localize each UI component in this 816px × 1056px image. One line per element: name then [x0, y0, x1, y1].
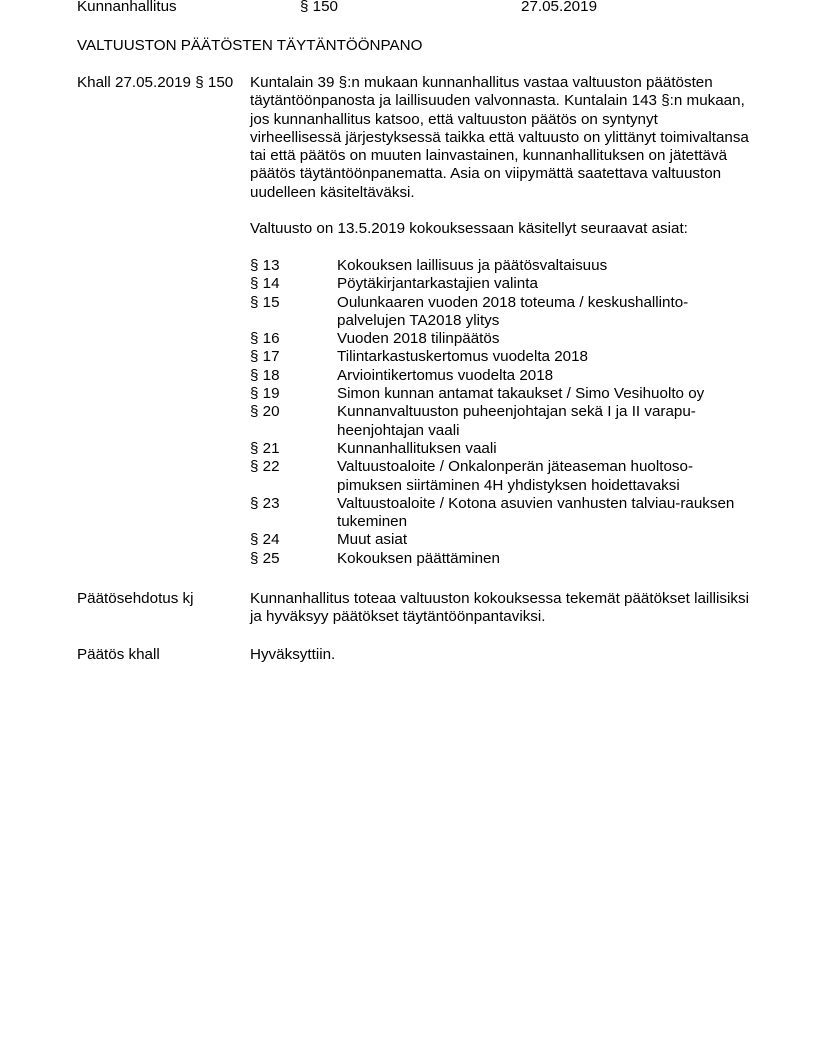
agenda-item-text: Muut asiat	[337, 531, 408, 549]
agenda-item-number: § 22	[250, 458, 280, 476]
document-title: VALTUUSTON PÄÄTÖSTEN TÄYTÄNTÖÖNPANO	[77, 37, 423, 54]
document-header	[0, 0, 816, 17]
agenda-item-text: Valtuustoaloite / Kotona asuvien vanhusten talviau-rauksen tukeminen	[337, 494, 735, 531]
agenda-item-text: Arviointikertomus vuodelta 2018	[337, 366, 554, 384]
agenda-item	[250, 440, 750, 458]
agenda-item	[250, 531, 750, 549]
agenda-item-text: Kokouksen päättäminen	[337, 549, 500, 567]
agenda-item-text: Oulunkaaren vuoden 2018 toteuma / keskushallinto-palvelujen TA2018 ylitys	[337, 293, 689, 329]
agenda-item	[250, 294, 750, 331]
agenda-item-number: § 15	[250, 293, 280, 311]
agenda-item	[250, 275, 750, 293]
agenda-item-text: Tilintarkastuskertomus vuodelta 2018	[337, 348, 589, 366]
agenda-item-number: § 23	[250, 494, 280, 512]
agenda-item	[250, 495, 750, 532]
agenda-item	[250, 403, 750, 440]
header-section-number: § 150	[300, 0, 339, 15]
agenda-item-number: § 24	[250, 531, 280, 549]
agenda-item	[250, 257, 750, 275]
agenda-item	[250, 348, 750, 366]
agenda-item-number: § 13	[250, 257, 280, 274]
agenda-item-text: Valtuustoaloite / Onkalonperän jäteaseman huoltoso-pimuksen siirtäminen 4H yhdistyksen hoidettavaksi	[337, 458, 694, 494]
agenda-item	[250, 385, 750, 403]
agenda-item-number: § 18	[250, 366, 280, 384]
agenda-item-number: § 21	[250, 439, 280, 457]
proposal-text: Kunnanhallitus toteaa valtuuston kokouksessa tekemät päätökset laillisiksi ja hyväksyy päätökset täytäntöönpantaviksi.	[250, 590, 749, 626]
agenda-item-number: § 17	[250, 348, 280, 366]
agenda-item-number: § 25	[250, 549, 280, 567]
agenda-list	[250, 257, 750, 568]
agenda-item	[250, 458, 750, 495]
agenda-item-number: § 19	[250, 385, 280, 403]
agenda-item-number: § 20	[250, 403, 280, 421]
proposal-label: Päätösehdotus kj	[77, 590, 194, 607]
agenda-item-text: Simon kunnan antamat takaukset / Simo Vesihuolto oy	[337, 385, 705, 403]
decision-text: Hyväksyttiin.	[250, 646, 336, 663]
agenda-item	[250, 367, 750, 385]
intro-paragraph-1: Kuntalain 39 §:n mukaan kunnanhallitus vastaa valtuuston päätösten täytäntöönpanosta ja laillisuuden valvonnasta. Kuntalain 143 §:n mukaan, jos kunnanhallitus katsoo, että valtuuston päätös on syntynyt virheellisessä järjestyksessä taikka että valtuusto on ylittänyt toimivaltansa tai että päätös on muuten lainvastainen, kunnanhallituksen on jätettävä päätös täytäntöönpanematta. Asia on viipymättä saatettava valtuuston uudelleen käsiteltäväksi.	[250, 74, 749, 201]
agenda-item-text: Pöytäkirjantarkastajien valinta	[337, 275, 538, 293]
agenda-item-number: § 14	[250, 275, 280, 293]
header-date: 27.05.2019	[521, 0, 598, 15]
agenda-item-text: Kunnanhallituksen vaali	[337, 439, 497, 457]
agenda-item-text: Kokouksen laillisuus ja päätösvaltaisuus	[337, 257, 608, 274]
intro-paragraph-2: Valtuusto on 13.5.2019 kokouksessaan käsitellyt seuraavat asiat:	[250, 220, 688, 238]
agenda-item	[250, 550, 750, 568]
header-body-name: Kunnanhallitus	[77, 0, 177, 15]
agenda-item	[250, 330, 750, 348]
intro-content	[250, 74, 750, 239]
decision-label: Päätös khall	[77, 646, 160, 663]
agenda-item-number: § 16	[250, 330, 280, 348]
intro-label: Khall 27.05.2019 § 150	[77, 74, 234, 91]
agenda-item-text: Vuoden 2018 tilinpäätös	[337, 330, 500, 348]
agenda-item-text: Kunnanvaltuuston puheenjohtajan sekä I ja II varapu-heenjohtajan vaali	[337, 403, 696, 439]
